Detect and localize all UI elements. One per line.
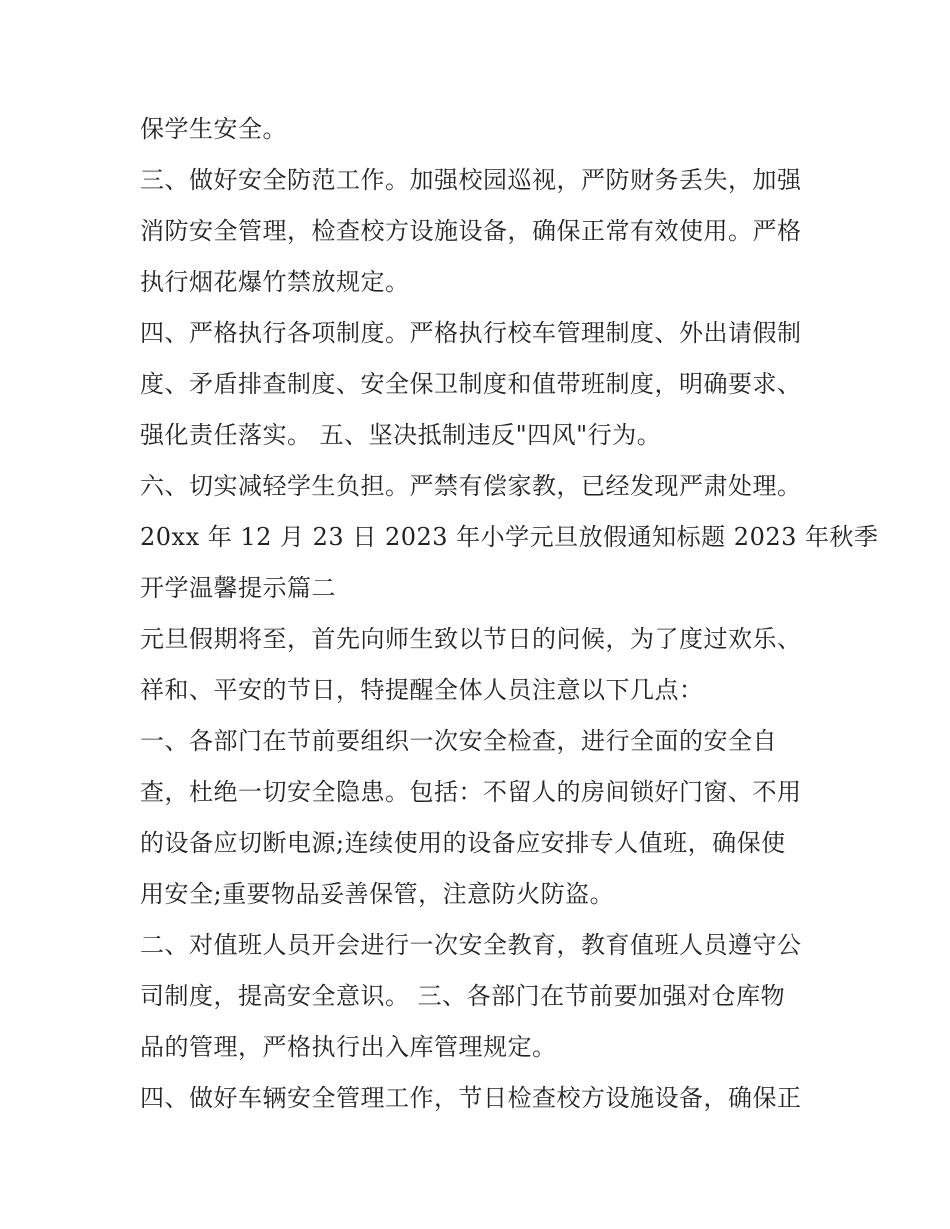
text-line: 20xx 年 12 月 23 日 2023 年小学元旦放假通知标题 2023 年秋季 (140, 523, 879, 551)
text-line: 四、做好车辆安全管理工作，节日检查校方设施设备，确保正 (140, 1084, 802, 1112)
text-line: 强化责任落实。 五、坚决抵制违反"四风"行为。 (140, 421, 662, 449)
text-line: 三、做好安全防范工作。加强校园巡视，严防财务丢失，加强 (140, 166, 802, 194)
text-line: 二、对值班人员开会进行一次安全教育，教育值班人员遵守公 (140, 931, 802, 959)
text-line: 品的管理，严格执行出入库管理规定。 (140, 1033, 557, 1061)
text-line: 查，杜绝一切安全隐患。包括：不留人的房间锁好门窗、不用 (140, 778, 802, 806)
text-line: 度、矛盾排查制度、安全保卫制度和值带班制度，明确要求、 (140, 370, 802, 398)
text-line: 祥和、平安的节日，特提醒全体人员注意以下几点： (140, 676, 704, 704)
text-line: 司制度，提高安全意识。 三、各部门在节前要加强对仓库物 (140, 982, 786, 1010)
text-line: 用安全;重要物品妥善保管，注意防火防盗。 (140, 880, 615, 908)
text-line: 元旦假期将至，首先向师生致以节日的问候，为了度过欢乐、 (140, 625, 802, 653)
text-line: 四、严格执行各项制度。严格执行校车管理制度、外出请假制 (140, 319, 802, 347)
document-body (140, 104, 879, 1124)
text-line: 一、各部门在节前要组织一次安全检查，进行全面的安全自 (140, 727, 777, 755)
text-line: 保学生安全。 (140, 115, 287, 143)
text-line: 六、切实减轻学生负担。严禁有偿家教，已经发现严肃处理。 (140, 472, 802, 500)
section-title-line: 开学温馨提示篇二 (140, 574, 336, 602)
text-line: 执行烟花爆竹禁放规定。 (140, 268, 410, 296)
text-line: 的设备应切断电源;连续使用的设备应安排专人值班，确保使 (140, 829, 786, 857)
text-line: 消防安全管理，检查校方设施设备，确保正常有效使用。严格 (140, 217, 802, 245)
